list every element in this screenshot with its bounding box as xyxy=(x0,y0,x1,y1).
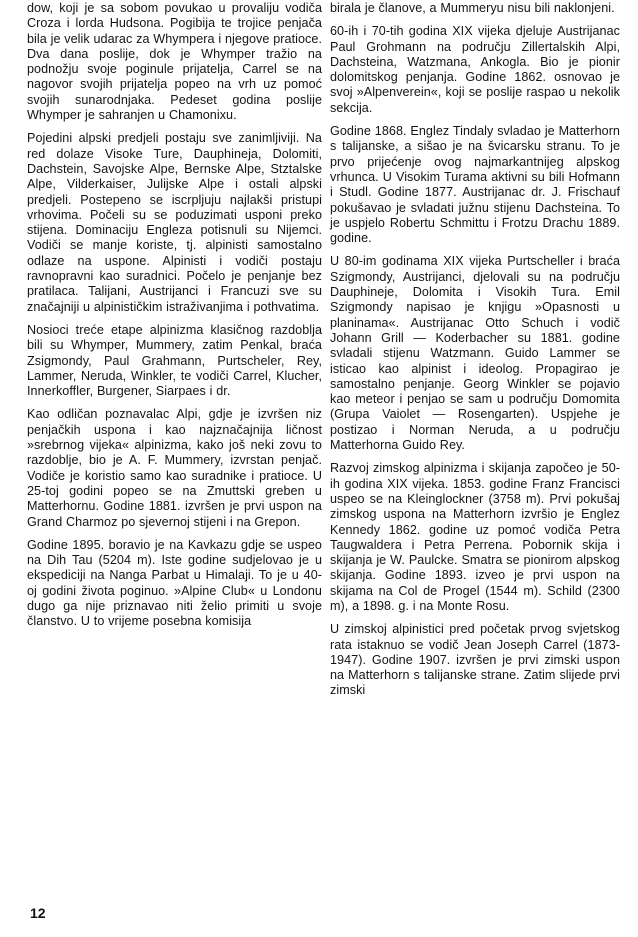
paragraph: Kao odličan poznavalac Alpi, gdje je izvršen niz penjačkih uspona i kao najznačajnija ličnost »srebrnog vijeka« alpinizma, kako još neki zovu to razdoblje, bio je A. F. Mummery, izvrstan penjač. Vodiče je koristio samo kao suradnike i pratioce. U 25-toj godini popeo se na Zmuttski greben u Matterhornu. Godine 1881. izvršen je prvi uspon na Grand Charmoz po sjevernoj stijeni i na Grepon. xyxy=(27,407,322,529)
left-column xyxy=(27,1,322,638)
paragraph: U zimskoj alpinistici pred početak prvog svjetskog rata istaknuo se vodič Jean Joseph Carrel (1873-1947). Godine 1907. izvršen je prvi zimski uspon na Matterhorn s talijanske strane. Zatim slijede prvi zimski xyxy=(330,622,620,698)
right-column xyxy=(330,1,620,707)
paragraph: Razvoj zimskog alpinizma i skijanja započeo je 50-ih godina XIX vijeka. 1853. godine Franz Francisci uspeo se na Kleinglockner (3758 m). Prvi pokušaj zimskog uspona na Matterhorn izvršio je Englez Kennedy 1862. godine uz pomoć vodiča Petra Taugwaldera i Petra Perrena. Pobornik skija i skijanja je W. Paulcke. Smatra se pionirom alpskog skijanja. Godine 1893. izveo je prvi uspon na skijama na Col de Progel (1544 m). Schild (2300 m), a 1898. g. i na Monte Rosu. xyxy=(330,461,620,613)
paragraph: Godine 1895. boravio je na Kavkazu gdje se uspeo na Dih Tau (5204 m). Iste godine sudjelovao je u ekspediciji na Nanga Parbat u Himalaji. To je u 40-oj godini života poginuo. »Alpine Club« u Londonu dugo ga nije priznavao niti želio primiti u svoje članstvo. U to vrijeme posebna komisija xyxy=(27,537,322,629)
paragraph: 60-ih i 70-tih godina XIX vijeka djeluje Austrijanac Paul Grohmann na području Zillertalskih Alpi, Dachsteina, Watzmana, Ankogla. Bio je pionir dolomitskog penjanja. Godine 1862. osnovao je svoj »Alpenverein«, koji se poslije raspao u nekolik sekcija. xyxy=(330,24,620,115)
page-number: 12 xyxy=(30,905,46,921)
paragraph: Nosioci treće etape alpinizma klasičnog razdoblja bili su Whymper, Mummery, zatim Penkal, braća Zsigmondy, Paul Grahmann, Purtscheler, Rey, Lammer, Neruda, Winkler, te vodiči Carrel, Klucher, Innerkoffler, Burgener, Siarpaes i dr. xyxy=(27,322,322,399)
paragraph: dow, koji je sa sobom povukao u provaliju vodiča Croza i lorda Hudsona. Pogibija te trojice penjača bila je velik udarac za Whympera i njegove pratioce. Dva dana poslije, dok je Whymper tražio na podnožju svoje poginule prijatelja, Carrel se na nagovor svojih prijatelja popeo na vrh uz pomoć svojih sunarodnjaka. Pedeset godina poslije Whymper je sahranjen u Chamonixu. xyxy=(27,1,322,123)
paragraph: birala je članove, a Mummeryu nisu bili naklonjeni. xyxy=(330,1,615,15)
paragraph: Pojedini alpski predjeli postaju sve zanimljiviji. Na red dolaze Visoke Ture, Dauphineja, Dolomiti, Dachstein, Savojske Alpe, Bernske Alpe, Stztalske Alpe, Vilderkaiser, Julijske Alpe i ostali alpski predjeli. Postepeno se iscrpljuju najlakši pristupi vrhovima. Počeli su se poduzimati usponi preko stijena. Dominaciju Engleza potisnuli su Nijemci. Vodiči se manje koriste, tj. alpinisti samostalno odlaze na uspone. Alpinisti i vodiči postaju ravnopravni kao suradnici. Počelo je penjanje bez pratilaca. Talijani, Austrijanci i Francuzi sve su značajniji u alpinističkim istraživanjima i pothvatima. xyxy=(27,131,322,314)
paragraph: Godine 1868. Englez Tindaly svladao je Matterhorn s talijanske, a sišao je na švicarsku stranu. To je prvo prijećenje ovog najmarkantnijeg alpskog vrhunca. U Visokim Turama aktivni su bili Hofmann i Studl. Godine 1877. Austrijanac dr. J. Frischauf pokušavao je svladati južnu stijenu Dachsteina. To je uspjelo Robertu Schmittu i Frotzu Drachu 1889. godine. xyxy=(330,124,620,246)
paragraph: U 80-im godinama XIX vijeka Purtscheller i braća Szigmondy, Austrijanci, djelovali su na području Dauphineje, Dolomita i Visokih Tura. Emil Szigmondy napisao je knjigu »Opasnosti u planinama«. Austrijanac Otto Schuch i vodič Johann Grill — Koderbacher su 1881. godine svladali stijenu Watzmann. Guido Lammer se isticao kao alpinist i ideolog. Propagirao je samostalno penjanje. Georg Winkler se pojavio kao meteor i penjao se sam u području Domomita (Grupa Vaiolet — Rosengarten). Uspjehe je postizao i Norman Neruda, a u području Matterhorna Guido Rey. xyxy=(330,254,620,453)
